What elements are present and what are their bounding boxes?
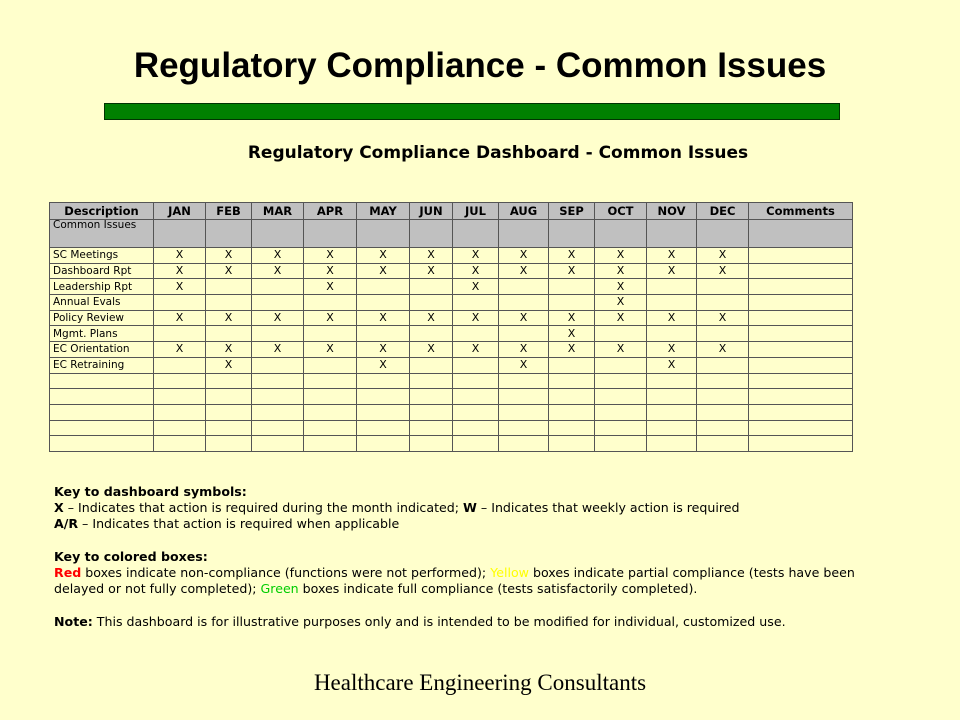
month-cell: X xyxy=(252,310,304,326)
month-cell xyxy=(499,326,549,342)
column-header: OCT xyxy=(595,203,647,220)
month-cell: X xyxy=(595,263,647,279)
table-cell xyxy=(252,220,304,248)
table-cell xyxy=(50,389,154,405)
month-cell: X xyxy=(697,310,749,326)
month-cell xyxy=(549,295,595,311)
line2-text: delayed or not fully completed); xyxy=(54,580,261,596)
blank-row xyxy=(50,389,853,405)
column-header: MAY xyxy=(357,203,410,220)
table-cell xyxy=(50,373,154,389)
note-label: Note: xyxy=(54,614,93,629)
table-cell xyxy=(304,436,357,452)
row-label: Mgmt. Plans xyxy=(50,326,154,342)
table-cell xyxy=(549,420,595,436)
dashboard-title: Regulatory Compliance Dashboard - Common Issues xyxy=(247,143,749,163)
month-cell xyxy=(154,357,206,373)
month-cell xyxy=(453,295,499,311)
table-cell xyxy=(252,436,304,452)
month-cell xyxy=(357,326,410,342)
row-label: EC Retraining xyxy=(50,357,154,373)
table-row xyxy=(50,263,853,279)
table-cell xyxy=(647,404,697,420)
row-label: Dashboard Rpt xyxy=(50,263,154,279)
table-cell xyxy=(154,404,206,420)
blank-row xyxy=(50,404,853,420)
table-cell xyxy=(499,373,549,389)
comments-cell xyxy=(749,263,853,279)
month-cell: X xyxy=(206,310,252,326)
month-cell: X xyxy=(206,248,252,264)
table-cell xyxy=(749,389,853,405)
column-header: Description xyxy=(50,203,154,220)
table-cell xyxy=(647,436,697,452)
month-cell: X xyxy=(595,295,647,311)
month-cell xyxy=(697,326,749,342)
table-cell xyxy=(595,220,647,248)
x-symbol-text: – Indicates that action is required during the month indicated; xyxy=(63,499,464,515)
table-cell xyxy=(50,436,154,452)
comments-cell xyxy=(749,342,853,358)
month-cell: X xyxy=(304,263,357,279)
month-cell xyxy=(499,295,549,311)
month-cell: X xyxy=(697,342,749,358)
month-cell xyxy=(647,295,697,311)
month-cell: X xyxy=(499,357,549,373)
comments-cell xyxy=(749,310,853,326)
month-cell xyxy=(453,326,499,342)
month-cell: X xyxy=(304,342,357,358)
table-cell xyxy=(206,389,252,405)
month-cell xyxy=(410,279,453,295)
month-cell: X xyxy=(647,357,697,373)
month-cell: X xyxy=(647,342,697,358)
month-cell: X xyxy=(154,248,206,264)
month-cell: X xyxy=(410,310,453,326)
month-cell: X xyxy=(206,357,252,373)
row-label: EC Orientation xyxy=(50,342,154,358)
row-label: Annual Evals xyxy=(50,295,154,311)
month-cell xyxy=(252,295,304,311)
month-cell: X xyxy=(206,263,252,279)
comments-cell xyxy=(749,279,853,295)
month-cell: X xyxy=(549,310,595,326)
table-cell xyxy=(154,389,206,405)
month-cell xyxy=(304,357,357,373)
table-row xyxy=(50,342,853,358)
month-cell xyxy=(252,279,304,295)
month-cell xyxy=(697,279,749,295)
table-cell xyxy=(304,220,357,248)
row-label: Policy Review xyxy=(50,310,154,326)
table-cell xyxy=(410,389,453,405)
month-cell: X xyxy=(549,342,595,358)
table-cell xyxy=(453,373,499,389)
table-cell xyxy=(499,220,549,248)
table-cell xyxy=(749,420,853,436)
column-header: JUL xyxy=(453,203,499,220)
table-cell xyxy=(357,436,410,452)
title-underline-bar xyxy=(104,103,840,120)
table-cell xyxy=(697,373,749,389)
blank-row xyxy=(50,420,853,436)
month-cell: X xyxy=(595,248,647,264)
column-header: DEC xyxy=(697,203,749,220)
month-cell: X xyxy=(647,248,697,264)
blank-row xyxy=(50,436,853,452)
table-cell xyxy=(357,404,410,420)
month-cell: X xyxy=(304,310,357,326)
yellow-text: boxes indicate partial compliance (tests have been xyxy=(528,564,855,580)
w-symbol-text: – Indicates that weekly action is required xyxy=(476,499,740,515)
table-cell xyxy=(697,220,749,248)
table-cell xyxy=(357,220,410,248)
table-row xyxy=(50,310,853,326)
month-cell xyxy=(206,295,252,311)
column-header: APR xyxy=(304,203,357,220)
month-cell: X xyxy=(252,248,304,264)
key-symbols-heading: Key to dashboard symbols: xyxy=(54,484,247,499)
table-row xyxy=(50,326,853,342)
month-cell: X xyxy=(697,263,749,279)
table-cell xyxy=(252,373,304,389)
table-cell xyxy=(499,420,549,436)
table-cell xyxy=(410,373,453,389)
month-cell xyxy=(410,295,453,311)
comments-cell xyxy=(749,248,853,264)
month-cell: X xyxy=(499,263,549,279)
table-cell xyxy=(549,389,595,405)
month-cell xyxy=(304,295,357,311)
table-cell xyxy=(357,389,410,405)
table-cell xyxy=(154,373,206,389)
month-cell xyxy=(647,326,697,342)
month-cell: X xyxy=(357,342,410,358)
month-cell xyxy=(410,357,453,373)
month-cell: X xyxy=(410,263,453,279)
table-cell xyxy=(252,404,304,420)
table-cell xyxy=(410,404,453,420)
key-colors xyxy=(54,549,855,596)
comments-cell xyxy=(749,357,853,373)
yellow-label: Yellow xyxy=(490,564,529,580)
table-cell xyxy=(595,420,647,436)
table-cell xyxy=(304,389,357,405)
table-cell xyxy=(697,389,749,405)
table-cell xyxy=(549,373,595,389)
month-cell: X xyxy=(499,342,549,358)
month-cell xyxy=(697,295,749,311)
table-cell xyxy=(50,404,154,420)
table-cell xyxy=(453,436,499,452)
table-cell xyxy=(697,436,749,452)
month-cell: X xyxy=(549,326,595,342)
month-cell: X xyxy=(453,310,499,326)
month-cell: X xyxy=(499,310,549,326)
month-cell xyxy=(697,357,749,373)
table-cell xyxy=(595,436,647,452)
table-row xyxy=(50,295,853,311)
table-cell xyxy=(252,420,304,436)
month-cell: X xyxy=(154,263,206,279)
page-title: Regulatory Compliance - Common Issues xyxy=(133,46,827,85)
month-cell: X xyxy=(252,342,304,358)
month-cell: X xyxy=(453,248,499,264)
table-header-row xyxy=(50,203,853,220)
table-cell xyxy=(697,404,749,420)
table-cell xyxy=(499,389,549,405)
table-cell xyxy=(50,420,154,436)
table-cell xyxy=(453,404,499,420)
table-cell xyxy=(647,389,697,405)
month-cell xyxy=(647,279,697,295)
month-cell xyxy=(304,326,357,342)
month-cell: X xyxy=(410,342,453,358)
month-cell xyxy=(453,357,499,373)
table-cell xyxy=(595,373,647,389)
table-cell xyxy=(549,404,595,420)
month-cell: X xyxy=(304,248,357,264)
note-text: This dashboard is for illustrative purposes only and is intended to be modified for individual, customized use. xyxy=(92,614,786,629)
footer: Healthcare Engineering Consultants xyxy=(313,670,647,695)
month-cell: X xyxy=(154,310,206,326)
table-cell xyxy=(206,373,252,389)
blank-row xyxy=(50,373,853,389)
month-cell xyxy=(357,279,410,295)
table-cell xyxy=(749,404,853,420)
column-header: MAR xyxy=(252,203,304,220)
month-cell: X xyxy=(549,248,595,264)
table-cell xyxy=(549,436,595,452)
table-cell xyxy=(252,389,304,405)
table-cell xyxy=(154,420,206,436)
month-cell: X xyxy=(206,342,252,358)
month-cell: X xyxy=(357,248,410,264)
table-cell xyxy=(357,420,410,436)
month-cell: X xyxy=(410,248,453,264)
table-cell xyxy=(206,420,252,436)
month-cell xyxy=(154,326,206,342)
red-text: boxes indicate non-compliance (functions were not performed); xyxy=(81,564,491,580)
month-cell xyxy=(549,279,595,295)
comments-cell xyxy=(749,326,853,342)
month-cell xyxy=(595,357,647,373)
month-cell: X xyxy=(357,263,410,279)
column-header: AUG xyxy=(499,203,549,220)
table-cell xyxy=(647,420,697,436)
table-cell xyxy=(499,436,549,452)
month-cell: X xyxy=(453,263,499,279)
table-cell xyxy=(410,420,453,436)
table-row xyxy=(50,357,853,373)
month-cell: X xyxy=(647,263,697,279)
ar-symbol-text: – Indicates that action is required when applicable xyxy=(78,515,400,531)
x-symbol: X xyxy=(54,499,64,515)
month-cell xyxy=(206,326,252,342)
table-cell xyxy=(410,220,453,248)
ar-symbol: A/R xyxy=(54,515,79,531)
table-cell xyxy=(206,436,252,452)
table-cell xyxy=(206,404,252,420)
month-cell: X xyxy=(499,248,549,264)
table-cell xyxy=(453,220,499,248)
month-cell: X xyxy=(252,263,304,279)
month-cell: X xyxy=(595,310,647,326)
month-cell xyxy=(549,357,595,373)
table-cell xyxy=(749,373,853,389)
month-cell xyxy=(357,295,410,311)
month-cell xyxy=(410,326,453,342)
column-header: FEB xyxy=(206,203,252,220)
comments-cell xyxy=(749,295,853,311)
month-cell: X xyxy=(453,342,499,358)
green-text: boxes indicate full compliance (tests satisfactorily completed). xyxy=(298,580,698,596)
table-cell xyxy=(749,220,853,248)
compliance-table xyxy=(49,202,853,452)
month-cell: X xyxy=(154,342,206,358)
month-cell xyxy=(595,326,647,342)
month-cell: X xyxy=(595,279,647,295)
table-cell xyxy=(697,420,749,436)
month-cell: X xyxy=(697,248,749,264)
month-cell: X xyxy=(647,310,697,326)
section-label: Common Issues xyxy=(50,220,154,248)
key-colors-heading: Key to colored boxes: xyxy=(54,549,208,564)
column-header: NOV xyxy=(647,203,697,220)
table-cell xyxy=(749,436,853,452)
month-cell: X xyxy=(549,263,595,279)
green-label: Green xyxy=(260,580,299,596)
month-cell xyxy=(499,279,549,295)
row-label: SC Meetings xyxy=(50,248,154,264)
table-cell xyxy=(595,389,647,405)
table-cell xyxy=(304,420,357,436)
column-header: Comments xyxy=(749,203,853,220)
month-cell: X xyxy=(453,279,499,295)
table-cell xyxy=(154,436,206,452)
w-symbol: W xyxy=(463,499,477,515)
table-cell xyxy=(549,220,595,248)
row-label: Leadership Rpt xyxy=(50,279,154,295)
table-cell xyxy=(647,220,697,248)
month-cell: X xyxy=(154,279,206,295)
table-cell xyxy=(304,404,357,420)
column-header: SEP xyxy=(549,203,595,220)
table-cell xyxy=(647,373,697,389)
table-cell xyxy=(410,436,453,452)
table-cell xyxy=(357,373,410,389)
section-row xyxy=(50,220,853,248)
table-row xyxy=(50,279,853,295)
table-cell xyxy=(304,373,357,389)
month-cell xyxy=(154,295,206,311)
table-cell xyxy=(453,420,499,436)
month-cell: X xyxy=(304,279,357,295)
table-cell xyxy=(499,404,549,420)
table-cell xyxy=(453,389,499,405)
table-row xyxy=(50,248,853,264)
table-cell xyxy=(595,404,647,420)
month-cell xyxy=(252,326,304,342)
column-header: JUN xyxy=(410,203,453,220)
note xyxy=(54,614,786,630)
key-symbols xyxy=(54,484,740,531)
month-cell xyxy=(206,279,252,295)
column-header: JAN xyxy=(154,203,206,220)
month-cell: X xyxy=(357,310,410,326)
month-cell xyxy=(252,357,304,373)
month-cell: X xyxy=(357,357,410,373)
red-label: Red xyxy=(54,564,82,580)
month-cell: X xyxy=(595,342,647,358)
table-cell xyxy=(206,220,252,248)
table-cell xyxy=(154,220,206,248)
